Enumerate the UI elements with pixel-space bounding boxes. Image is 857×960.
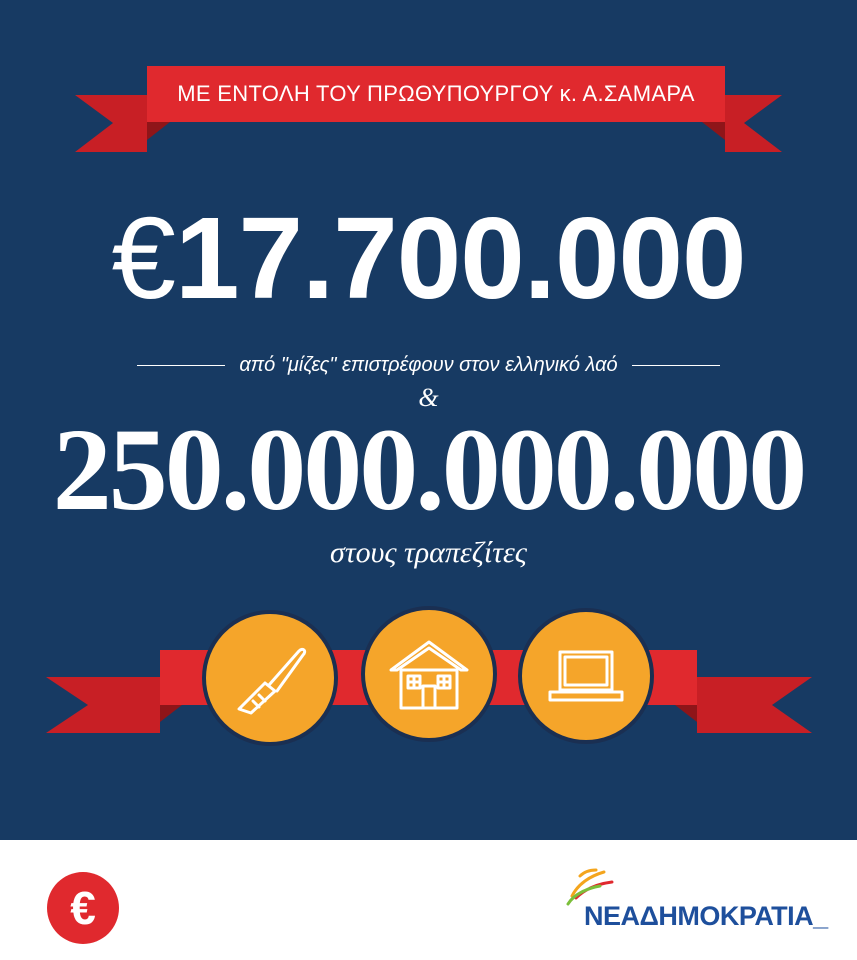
divider-left [137, 365, 225, 366]
euro-symbol: € [111, 193, 175, 323]
scalpel-circle [202, 610, 338, 746]
subline [0, 348, 857, 382]
headline-number: 17.700.000 [174, 193, 746, 323]
ampersand: & [418, 383, 439, 412]
house-icon [381, 626, 477, 722]
euro-badge [47, 872, 119, 944]
headline-amount [0, 188, 857, 328]
second-caption: στους τραπεζίτες [330, 536, 527, 569]
second-amount: 250.000.000.000 [52, 404, 805, 535]
laptop-circle [518, 608, 654, 744]
party-logo-text: ΝΕΑΔΗΜΟΚΡΑΤΙΑ_ [584, 901, 828, 931]
scalpel-icon [225, 633, 315, 723]
divider-right [632, 365, 720, 366]
top-banner-text: ΜΕ ΕΝΤΟΛΗ ΤΟΥ ΠΡΩΘΥΠΟΥΡΓΟΥ κ. Α.ΣΑΜΑΡΑ [177, 81, 695, 106]
house-circle [361, 606, 497, 742]
laptop-icon [538, 628, 634, 724]
subline-text: από "μίζες" επιστρέφουν στον ελληνικό λαό [239, 353, 618, 376]
euro-badge-symbol: € [70, 882, 96, 934]
